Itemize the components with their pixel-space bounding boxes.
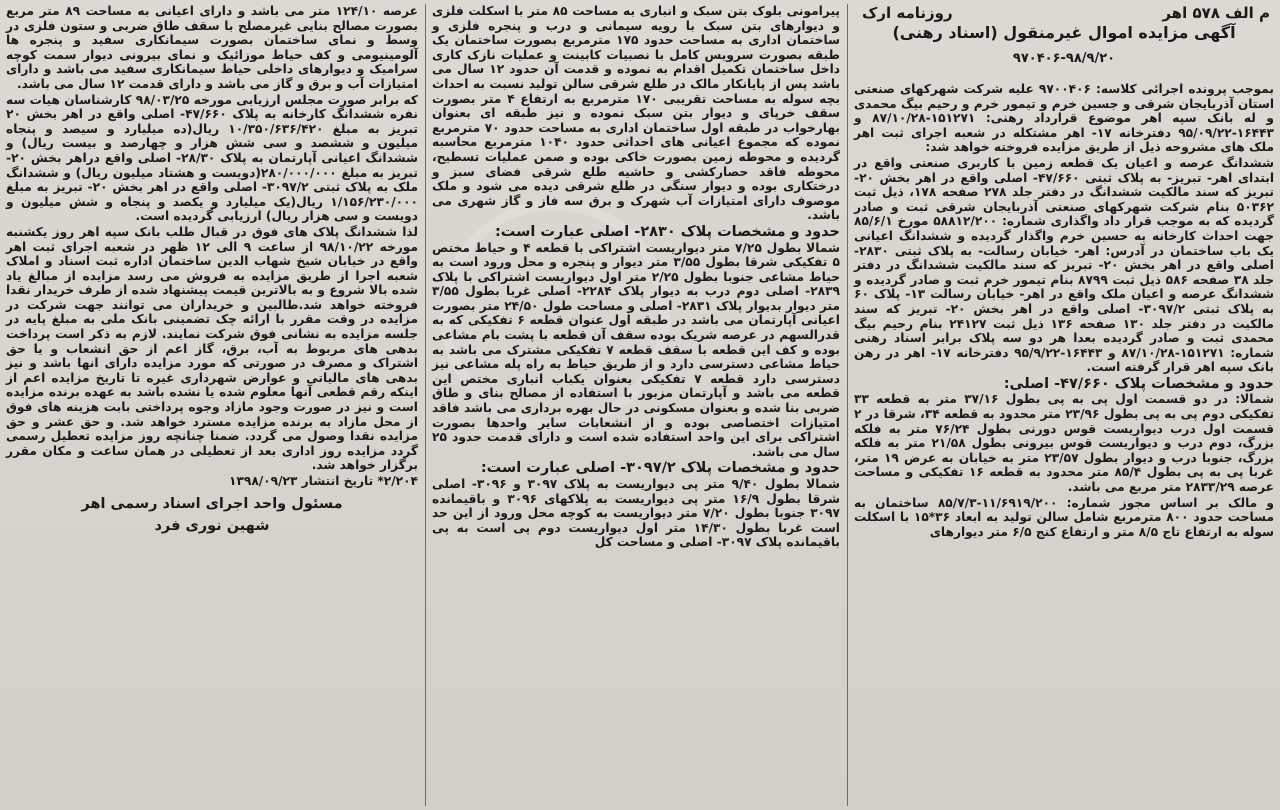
issue-code: م الف ۵۷۸ اهر <box>1162 4 1270 22</box>
signature-block <box>6 493 418 537</box>
notice-title: آگهی مزایده اموال غیرمنقول (اسناد رهنی) <box>892 23 1236 42</box>
building-description-cont: پیرامونی بلوک بتن سبک و انباری به مساحت ۸۵ متر با اسکلت فلزی و دیوارهای بتن سبک با رویه سیمانی و درب و پنجره فلزی و ساختمان اداری به مساحت حدود ۱۷۵ مترمربع بصورت ساختمان یک طبقه بصورت سرویس کامل با نصبیات کابینت و عملیات نازک کاری داخل ساختمان تکمیل اقدام به نموده و قدمت آن حدود ۱۲ سال می باشد پس از پایانکار مالک در طلع شرقی سالن تولید نسبت به احداث بچه سوله به مساحت تقریبی ۱۷۰ مترمربع به ارتفاع ۴ متر بصورت سقف خرپای و دیوار بتن سبک نموده و نیز طبقه ای بعنوان بهارخواب در طبقه اول ساختمان اداری به مساحت حدود ۷۰ مترمربع نموده که مجموع اعیانی های احداثی حدود ۱۰۴۰ مترمربع محاسبه گردیده و محوطه زمین بصورت خاکی بوده و صمن عملیات تسطیح، محوطه فاقد حصارکشی و حاشیه طلع شرقی فضای سبز و درختکاری بوده و دیوار سنگی در طلع شرقی دیده می شود و ملک موصوف دارای امتیازات آب شهرک و برق سه فاز و گاز شهری می باشد. <box>432 4 841 223</box>
section-title: حدود و مشخصات پلاک ۴۷/۶۶۰- اصلی: <box>1003 375 1274 392</box>
section-body: شمالا: در دو قسمت اول پی به پی بطول ۳۷/۱۶ متر به قطعه ۳۳ تفکیکی دوم پی به پی بطول ۲۳/۹۶ متر محدود به قطعه ۳۴، شرقا در ۲ قسمت اول درب دیواریست قوس دورنی بطول ۷۶/۲۴ متر به فلکه بزرگ، دوم درب و دیواریست قوس بیرونی بطول ۲۱/۵۸ متر به فلکه بزرگ، جنوبا درب و دیوار بطول ۲۳/۵۷ متر به خیابان به عرض ۱۹ متر، غربا پی به پی بطول ۸۵/۴ متر محدود به قطعه ۱۶ تفکیکی و مساحت عرصه ۲۸۳۳/۲۹ متر مربع می باشد. <box>854 392 1275 495</box>
property-description: ششدانگ عرصه و اعیان یک قطعه زمین با کاربری صنعتی واقع در ابتدای اهر- تبریز- به پلاک ثبتی ۴۷/۶۶۰- اصلی واقع در اهر بخش ۲۰- تبریز که سند مالکیت ششدانگ در دفتر جلد ۲۷۸ صفحه ۱۷۸، ذیل ثبت ۵۰۳۶۲ بنام شرکت شهرکهای صنعتی آذربایجان شرقی ثبت و صادر گردیده که به موجب قرار داد واگذاری شماره: ۵۸۸۱۲/۲۰۰ مورخ ۸۵/۶/۱ جهت احداث کارخانه به حسین خرم واگذار گردیده و ششدانگ اعیانی یک باب ساختمان در آدرس: اهر- خیابان رسالت- به پلاک ثبتی ۲۸۳۰- اصلی واقع در اهر بخش ۲۰- تبریز که سند مالکیت ششدانگ در دفتر جلد ۳۸ صفحه ۵۸۶ ذیل ثبت ۸۷۹۹ بنام تیمور خرم ثبت و صادر گردیده و ششدانگ عرصه و اعیان ملک واقع در اهر- خیابان رسالت ۱۳- پلاک ۶۰ به پلاک ثبتی ۳۰۹۷/۲- اصلی واقع در اهر بخش ۲۰- تبریز که سند مالکیت در دفتر جلد ۱۳۰ صفحه ۱۳۶ ذیل ثبت ۲۴۱۲۷ بنام رحیم بیگ محمدی ثبت و صادر گردیده بعدا هر دو سه پلاک برابر اسناد رهنی شماره: ۱۵۱۲۷۱-۸۷/۱۰/۲۸ و ۱۶۴۴۳-۹۵/۹/۲۲ دفترخانه ۱۷- اهر در رهن بانک سپه اهر قرار گرفته است. <box>854 155 1275 375</box>
signer-name: شهین نوری فرد <box>154 517 270 534</box>
signer-title: مسئول واحد اجرای اسناد رسمی اهر <box>81 495 343 512</box>
section-title: حدود و مشخصات پلاک ۳۰۹۷/۲- اصلی عبارت است: <box>480 460 840 477</box>
area-description: عرصه ۱۲۴/۱۰ متر می باشد و دارای اعیانی به مساحت ۸۹ متر مربع بصورت مصالح بنایی غیرمصلح با سقف طاق ضربی و ستون فلزی در وسط و نمای ساختمان بصورت سیمانکاری سفید و پنجره ها آلومینیومی و کف حیاط موزائیک و نمای بیرونی دیوار سمت کوچه سرامیک و دیوارهای داخلی حیاط سیمانکاری سفید می باشد و دارای امتیازات آب و برق و گاز می باشد و دارای قدمت ۱۲ سال می باشد. <box>6 4 418 91</box>
intro-paragraph: بموجب پرونده اجرائی کلاسه: ۹۷۰۰۴۰۶ علیه شرکت شهرکهای صنعتی استان آذربایجان شرقی و جسین خرم و تیمور خرم و رحیم بیگ محمدی و له بانک سپه اهر موضوع قرارداد رهنی: ۱۵۱۲۷۱-۸۷/۱۰/۲۸ و ۱۶۴۴۳-۹۵/۰۹/۲۲ دفترخانه ۱۷- اهر مشتکله در شعبه اجرای ثبت اهر ملک های مشروحه ذیل از طریق مزایده فروخته خواهد شد: <box>854 82 1275 155</box>
auction-terms: لذا ششدانگ پلاک های فوق در قبال طلب بانک سپه اهر روز یکشنبه مورخه ۹۸/۱۰/۲۲ از ساعت ۹ الی ۱۲ ظهر در شعبه اجرای ثبت اهر واقع در خیابان شیخ شهاب الدین ساختمان اداره ثبت اسناد و املاک شعبه اجرا از طریق مزایده به فروش می رسد مزایده از مبالغ یاد شده بالا شروع و به بالاترین قیمت پیشنهاد شده از طرف خریدار نقدا فروخته خواهد شد.طالبین و خریداران می توانند جهت شرکت در مزایده در وقت مقرر با ارائه چک تضمینی بانک ملی به مبلغ پایه در جلسه مزایده به نشانی فوق شرکت نمایند. لازم به ذکر است پرداخت بدهی های مربوط به آب، برق، گاز اعم از حق انشعاب و یا حق اشتراک و مصرف در صورتی که مورد مزایده دارای انها باشد و نیز بدهی های مالیاتی و عوارض شهرداری غیره تا تاریخ مزایده اعم از اینکه رقم قطعی آنها معلوم شده یا نشده باشد به عهده برنده مزایده است و نیز در صورت وجود مازاد وجوه پرداختی بابت هزینه های فوق از محل مازاد به برنده مزایده مسترد خواهد شد. و حق عشر و حق مزایده نقدا وصول می گردد. ضمنا چنانچه روز مزایده تعطیل رسمی گردد مزایده روز اداری بعد از تعطیلی در همان ساعت و مکان مقرر برگزار خواهد شد. <box>6 224 418 473</box>
right-column <box>848 4 1280 808</box>
middle-column <box>426 4 846 808</box>
building-description: و مالک بر اساس مجوز شماره: ۱۱/۶۹۱۹/۲۰۰-۸۵/۷/۳ ساختمان به مساحت حدود ۸۰۰ مترمربع شامل سالن تولید به ابعاد ۳۶*۱۵ با اسکلت سوله به ارتفاع تاج ۸/۵ متر و ارتفاع کنج ۶/۵ متر دیوارهای <box>854 495 1274 539</box>
section-body: شمالا بطول ۹/۴۰ متر پی دیواریست به پلاک ۳۰۹۷ و ۳۰۹۶- اصلی شرقا بطول ۱۶/۹ متر پی دیواریست به پلاکهای ۳۰۹۶ و باقیمانده ۳۰۹۷ جنوبا بطول ۷/۲۰ متر دیواریست به کوچه محل ورود از این حد است غربا بطول ۱۴/۳۰ متر اول دیواریست دوم پی است به پی باقیمانده پلاک ۳۰۹۷- اصلی و مساحت کل <box>432 477 840 550</box>
section-body: شمالا بطول ۷/۲۵ متر دیواریست اشتراکی با قطعه ۴ و حیاط مختص ۵ تفکیکی شرقا بطول ۳/۵۵ متر دیوار و پنجره و محل ورود است به حیاط مشاعی جنوبا بطول ۲/۲۵ متر اول دیواریست اشتراکی با پلاک ۲۸۳۹- اصلی دوم درب به دیوار پلاک ۲۲۸۴- اصلی غربا بطول ۳/۵۵ متر دیوار بدیوار پلاک ۲۸۳۱- اصلی و مساحت طول ۲۴/۵۰ متر بصورت اعیانی آپارتمان می باشد در طبقه اول عنوان قطعه ۶ تفکیکی که به قدرالسهم در عرصه شریک بوده سقف آن قطعه با پشت بام مشاعی بوده و کف این قطعه با سقف قطعه ۷ تفکیکی مشترک می باشد به حیاط مشاعی دسترسی دارد و از طریق حیاط به راه پله مشاعی نیز دسترسی دارد قطعه ۷ تفکیکی بعنوان یکباب انباری مختص این قطعه می باشد و آپارتمان مزبور با استفاده از مصالح بنای و طاق ضربی بنا شده و بعنوان مسکونی در حال بهره برداری می باشد فاقد امتیازات اختصاصی بوده و از انشعابات سایر واحدها بصورت اشتراکی برای این واحد استفاده شده است و دارای قدمت حدود ۲۵ سال می باشد. <box>432 240 841 459</box>
notice-number: ۹۷۰۴۰۶-۹۸/۹/۲۰ <box>1012 51 1116 66</box>
left-column <box>0 4 424 808</box>
publish-date: ۲/۲۰۴* تاریخ انتشار ۱۳۹۸/۰۹/۲۳ <box>229 474 418 488</box>
notice-header <box>854 4 1274 82</box>
paper-name: روزنامه ارک <box>862 4 953 22</box>
section-title: حدود و مشخصات پلاک ۲۸۳۰- اصلی عبارت است: <box>495 223 840 240</box>
valuation-paragraph: که برابر صورت مجلس ارزیابی مورخه ۹۸/۰۳/۲۵ کارشناسان هیات سه نفره ششدانگ کارخانه به پلاک ۴۷/۶۶۰- اصلی واقع در اهر بخش ۲۰ تبریز به مبلغ ۱۰/۳۵۰/۶۳۶/۴۲۰ ریال(ده میلیارد و سیصد و پنجاه میلیون و ششصد و سی شش هزار و چهارصد و بیست ریال) و ششدانگ اعیانی آپارتمان به پلاک ۲۸/۳۰- اصلی واقع دراهر بخش ۲۰- تبریز به مبلغ ۲۸۰/۰۰۰/۰۰۰(دویست و هشتاد میلیون ریال) و ششدانگ ملک به پلاک ثبتی ۳۰۹۷/۲- اصلی واقع در اهر بخش ۲۰- تبریز به مبلغ ۱/۱۵۶/۲۳۰/۰۰۰ ریال(یک میلیارد و یکصد و پنجاه و شش میلیون و دویست و سی هزار ریال) ارزیابی گردیده است. <box>6 92 419 224</box>
